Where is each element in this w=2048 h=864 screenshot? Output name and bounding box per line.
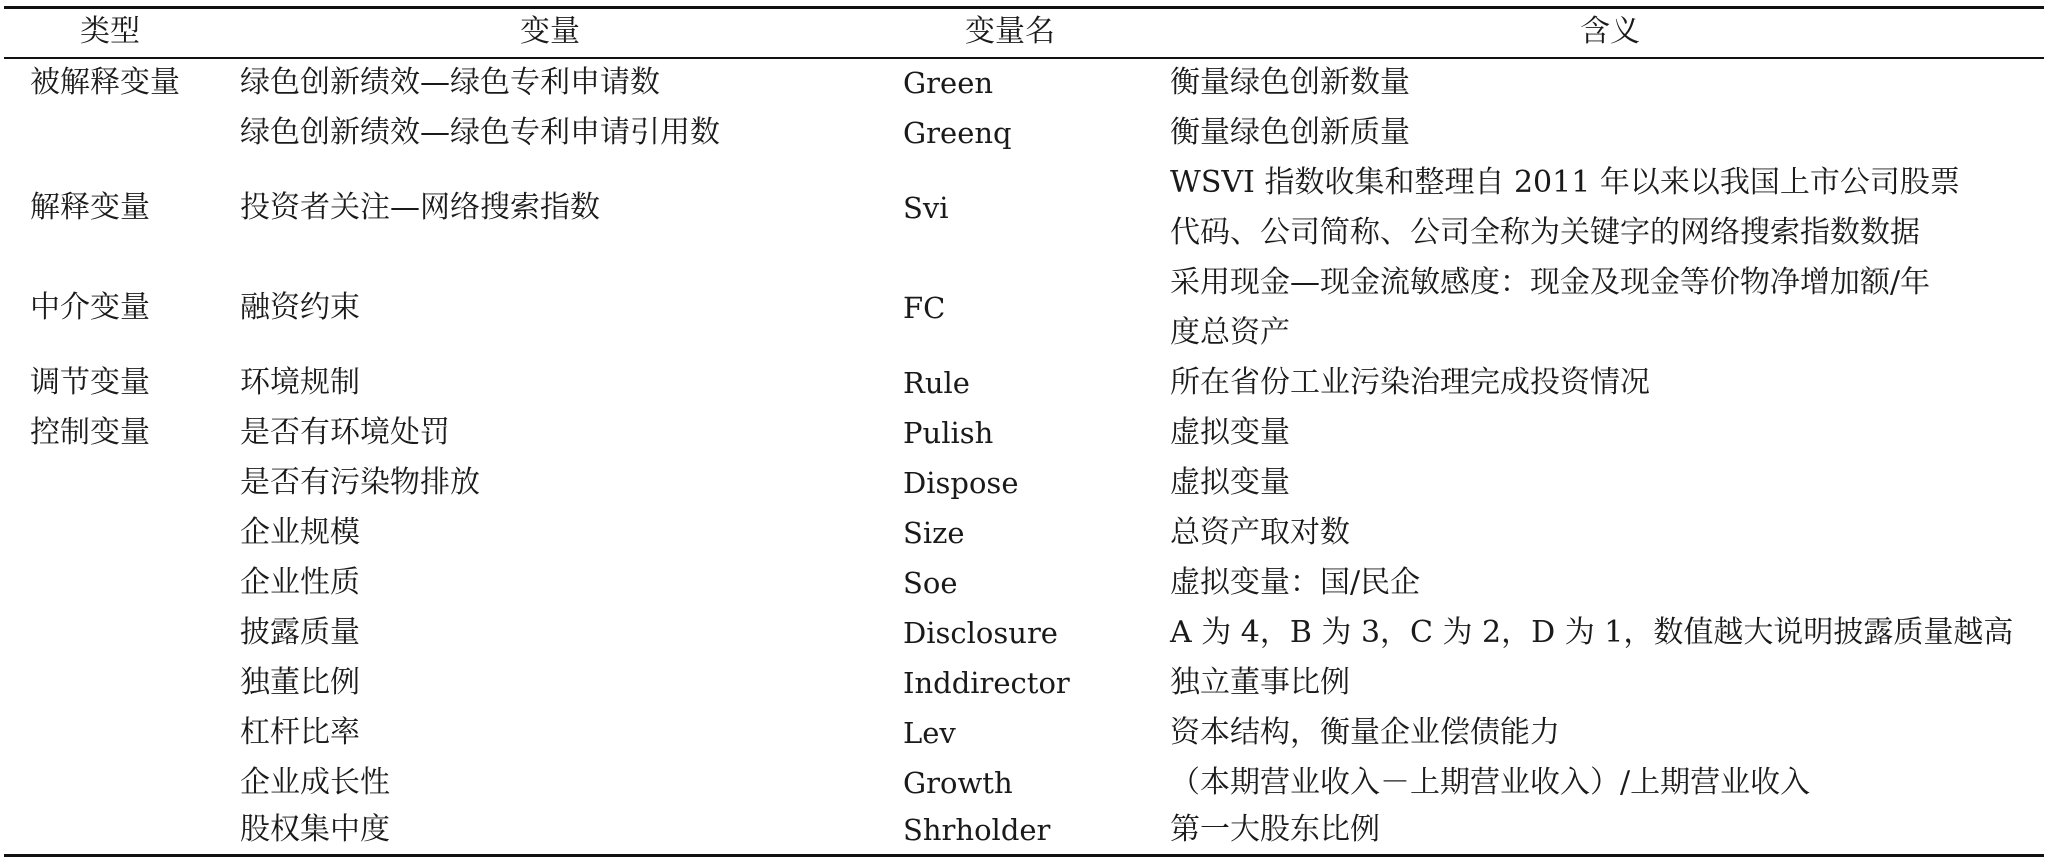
table-row-variable: 绿色创新绩效—绿色专利申请引用数 [240,115,720,150]
table-row-variable: 融资约束 [240,290,360,325]
table-row-name: Shrholder [903,813,1051,847]
table-row-meaning-line: WSVI 指数收集和整理自 2011 年以来以我国上市公司股票 [1170,165,1960,200]
table-row-meaning: 资本结构，衡量企业偿债能力 [1170,715,1560,750]
table-row-meaning: （本期营业收入－上期营业收入）/上期营业收入 [1170,765,1811,800]
table-row-variable: 企业性质 [240,565,360,600]
table-row-meaning: 第一大股东比例 [1170,812,1380,847]
table-row-meaning-line: 采用现金—现金流敏感度：现金及现金等价物净增加额/年 [1170,265,1931,300]
table-row-name: Size [903,516,965,550]
table-row-name: Greenq [903,116,1012,150]
table-row-name: Inddirector [903,666,1070,700]
table-row-meaning: A 为 4，B 为 3，C 为 2，D 为 1，数值越大说明披露质量越高 [1170,615,2014,650]
table-row-type: 被解释变量 [30,65,180,100]
table-top-rule [4,6,2044,9]
table-row-variable: 独董比例 [240,665,360,700]
table-row-variable: 绿色创新绩效—绿色专利申请数 [240,65,660,100]
header-variable: 变量 [520,14,580,49]
header-meaning: 含义 [1580,14,1640,49]
table-row-variable: 投资者关注—网络搜索指数 [240,190,600,225]
table-row-meaning: 所在省份工业污染治理完成投资情况 [1170,365,1650,400]
table-row-variable: 是否有环境处罚 [240,415,450,450]
table-row-meaning: 独立董事比例 [1170,665,1350,700]
header-type: 类型 [80,14,140,49]
table-row-variable: 环境规制 [240,365,360,400]
table-row-variable: 企业规模 [240,515,360,550]
table-row-meaning-line: 度总资产 [1170,315,1290,350]
table-row-variable: 股权集中度 [240,812,390,847]
table-row-type: 解释变量 [30,190,150,225]
table-row-meaning: 虚拟变量：国/民企 [1170,565,1421,600]
table-row-variable: 是否有污染物排放 [240,465,480,500]
table-row-type: 调节变量 [30,365,150,400]
table-row-name: Svi [903,191,949,225]
table-row-name: Disclosure [903,616,1058,650]
table-row-name: Lev [903,716,956,750]
table-row-type: 中介变量 [30,290,150,325]
table-row-type: 控制变量 [30,415,150,450]
table-row-name: Growth [903,766,1013,800]
table-row-name: FC [903,291,946,325]
table-row-variable: 企业成长性 [240,765,390,800]
table-bottom-rule [4,854,2044,857]
table-row-variable: 杠杆比率 [240,715,360,750]
table-row-meaning: 衡量绿色创新质量 [1170,115,1410,150]
table-row-name: Rule [903,366,970,400]
table-row-meaning: 总资产取对数 [1170,515,1350,550]
table-row-name: Dispose [903,466,1019,500]
header-variable-name: 变量名 [965,14,1055,49]
table-row-meaning: 虚拟变量 [1170,465,1290,500]
table-row-meaning-line: 代码、公司简称、公司全称为关键字的网络搜索指数数据 [1170,215,1920,250]
table-row-meaning: 虚拟变量 [1170,415,1290,450]
table-row-name: Pulish [903,416,994,450]
table-row-variable: 披露质量 [240,615,360,650]
table-row-name: Green [903,66,994,100]
table-row-meaning: 衡量绿色创新数量 [1170,65,1410,100]
table-row-name: Soe [903,566,958,600]
